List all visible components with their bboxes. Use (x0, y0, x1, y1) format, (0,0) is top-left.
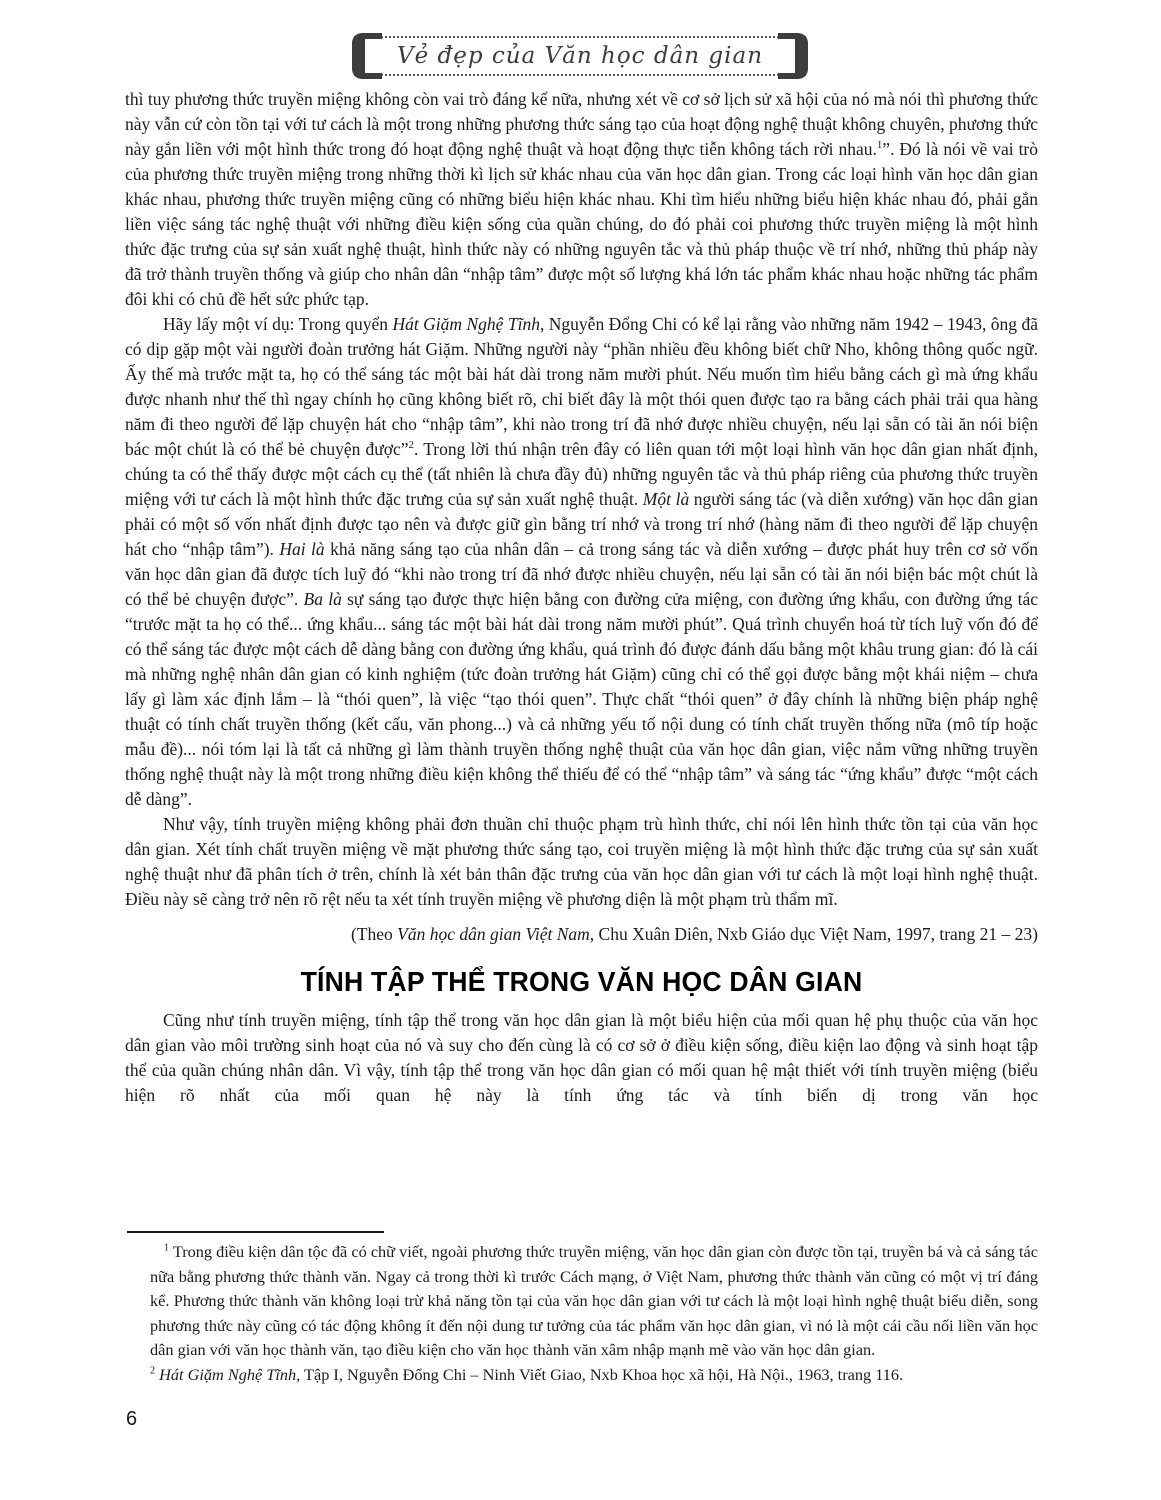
footnote-ref: 1 (876, 139, 883, 152)
footnote-1: $^1$ Trong điều kiện dân tộc đã có chữ viết, ngoài phương thức truyền miệng, văn học dân gian còn được tồn tại, truyền bá và cả sáng tác nữa bằng phương thức thành văn. Ngay cả trong thời kì trước Cách mạng, ở Việt Nam, phương thức thành văn cũng có một vị trí đáng kể. Phương thức thành văn không loại trừ khả năng tồn tại của văn học dân gian với tư cách là một loại hình nghệ thuật biểu diễn, song phương thức này cũng có tác động không ít đến nội dung tư tưởng của tác phẩm văn học dân gian, vì nó là một cái cầu nối liền văn học dân gian với văn học thành văn, tạo điều kiện cho văn học thành văn xâm nhập mạnh mẽ vào văn học dân gian. (150, 1242, 1038, 1360)
section-heading: TÍNH TẬP THỂ TRONG VĂN HỌC DÂN GIAN (300, 966, 863, 997)
document-body (125, 87, 1038, 1108)
body-paragraph-2: Hãy lấy một ví dụ: Trong quyển Hát Giặm Nghệ Tĩnh, Nguyễn Đổng Chi có kể lại rằng vào những năm 1942 – 1943, ông đã có dịp gặp một vài người đoàn trưởng hát Giặm. Những người này “phần nhiều đều không biết chữ Nho, không thông quốc ngữ. Ấy thế mà trước mặt ta, họ có thể sáng tác một bài hát dài trong năm mười phút. Nếu muốn tìm hiểu bằng cách gì mà ứng khẩu được nhanh như thế thì ngay chính họ cũng không biết rõ, chỉ biết đây là một thói quen được tạo ra bằng cách phải trải qua hàng năm đi theo người để lặp chuyện hát cho “nhập tâm”, khi nào trong trí đã nhớ được nhiều chuyện, nếu lại sẵn có tài ăn nói biện bác một chút là có thể bẻ chuyện được”$^2$. Trong lời thú nhận trên đây có liên quan tới một loại hình văn học dân gian nhất định, chúng ta có thể thấy được một cách cụ thể (tất nhiên là chưa đầy đủ) những nguyên tắc và thủ pháp riêng của phương thức truyền miệng với tư cách là một hình thức đặc trưng của sự sản xuất nghệ thuật. Một là người sáng tác (và diễn xướng) văn học dân gian phải có một số vốn nhất định được tạo nên và được giữ gìn bằng trí nhớ và trong trí nhớ (hàng năm đi theo người để lặp chuyện hát cho “nhập tâm”). Hai là khả năng sáng tạo của nhân dân – cả trong sáng tác và diễn xướng – được phát huy trên cơ sở vốn văn học dân gian đã được tích luỹ đó “khi nào trong trí đã nhớ được nhiều chuyện, nếu lại sẵn có tài ăn nói biện bác một chút là có thể bẻ chuyện được”. Ba là sự sáng tạo được thực hiện bằng con đường cửa miệng, con đường ứng khẩu, con đường ứng tác “trước mặt ta họ có thể... ứng khẩu... sáng tác một bài hát dài trong năm mười phút”. Quá trình chuyển hoá từ tích luỹ vốn đó để có thể sáng tác được một cách dễ dàng bằng con đường ứng khẩu, quá trình đó được đánh dấu bằng một khâu trung gian: đó là cái mà những nghệ nhân dân gian có kinh nghiệm (tức đoàn trưởng hát Giặm) cũng chỉ có thể gọi được bằng một khái niệm – chưa lấy gì làm xác định lắm – là “thói quen”, là việc “tạo thói quen”. Thực chất “thói quen” ở đây chính là những biện pháp nghệ thuật có tính chất truyền thống (kết cấu, văn phong...) và cả những yếu tố nội dung có tính chất truyền thống nữa (mô típ hoặc mẫu đề)... nói tóm lại là tất cả những gì làm thành truyền thống nghệ thuật của văn học dân gian, việc nắm vững những truyền thống nghệ thuật này là một trong những điều kiện không thể thiếu để có thể “nhập tâm” và sáng tác “ứng khẩu” được “một cách dễ dàng”. (125, 314, 1038, 809)
body-paragraph-1: thì tuy phương thức truyền miệng không còn vai trò đáng kể nữa, nhưng xét về cơ sở lịch sử xã hội của nó mà nói thì phương thức này vẫn cứ còn tồn tại với tư cách là một trong những phương thức sáng tạo của hoạt động nghệ thuật không chuyên, phương thức này gắn liền với một hình thức trong đó hoạt động nghệ thuật và hoạt động thực tiễn không tách rời nhau.$^1$”. Đó là nói về vai trò của phương thức truyền miệng trong những thời kì lịch sử khác nhau của văn học dân gian. Trong các loại hình văn học dân gian khác nhau, phương thức truyền miệng cũng có những biểu hiện khác nhau. Khi tìm hiểu những biểu hiện khác nhau đó, phải gắn liền việc sáng tác nghệ thuật với những điều kiện sống của quần chúng, do đó phải coi phương thức truyền miệng là một hình thức đặc trưng của sự sản xuất nghệ thuật, hình thức này có những nguyên tắc và thủ pháp thuộc về trí nhớ, những thủ pháp này đã trở thành truyền thống và giúp cho nhân dân “nhập tâm” được một số lượng khá lớn tác phẩm khác nhau hoặc những tác phẩm đôi khi có chủ đề hết sức phức tạp. (125, 89, 1039, 309)
footnote-ref: 2 (408, 439, 414, 452)
page-header-title: Vẻ đẹp của Văn học dân gian (396, 43, 764, 69)
frame-right-bracket-icon (778, 33, 808, 79)
body-paragraph-4: Cũng như tính truyền miệng, tính tập thể trong văn học dân gian là một biểu hiện của mối quan hệ phụ thuộc của văn học dân gian vào môi trường sinh hoạt của nó và suy cho đến cùng là có cơ sở ở điều kiện sống, điều kiện lao động và sinh hoạt tập thể của quần chúng nhân dân. Vì vậy, tính tập thể trong văn học dân gian có mối quan hệ mật thiết với tính truyền miệng (biểu hiện rõ nhất của mối quan hệ này là tính ứng tác và tính biến dị trong văn học (125, 1010, 1038, 1105)
footnote-separator (127, 1231, 384, 1233)
page-number: 6 (126, 1408, 138, 1430)
footnotes-block (150, 1240, 1038, 1388)
frame-left-bracket-icon (352, 33, 382, 79)
header-ornament-frame (354, 36, 806, 76)
source-citation: (Theo Văn học dân gian Việt Nam, Chu Xuân Diên, Nxb Giáo dục Việt Nam, 1997, trang 21 – 23) (350, 924, 1038, 944)
footnote-ref: 2 (150, 1365, 156, 1377)
footnote-2: $^2$ Hát Giặm Nghệ Tĩnh, Tập I, Nguyễn Đổng Chi – Ninh Viết Giao, Nxb Khoa học xã hội, Hà Nội., 1963, trang 116. (150, 1364, 904, 1384)
footnote-ref: 1 (164, 1242, 170, 1254)
body-paragraph-3: Như vậy, tính truyền miệng không phải đơn thuần chỉ thuộc phạm trù hình thức, chỉ nói lên hình thức tồn tại của văn học dân gian. Xét tính chất truyền miệng về mặt phương thức sáng tạo, coi truyền miệng là một hình thức đặc trưng của sự sản xuất nghệ thuật như đã phân tích ở trên, chính là xét bản thân đặc trưng của văn học dân gian với tư cách là một loại hình nghệ thuật. Điều này sẽ càng trở nên rõ rệt nếu ta xét tính truyền miệng về phương diện là một phạm trù thẩm mĩ. (125, 814, 1038, 909)
